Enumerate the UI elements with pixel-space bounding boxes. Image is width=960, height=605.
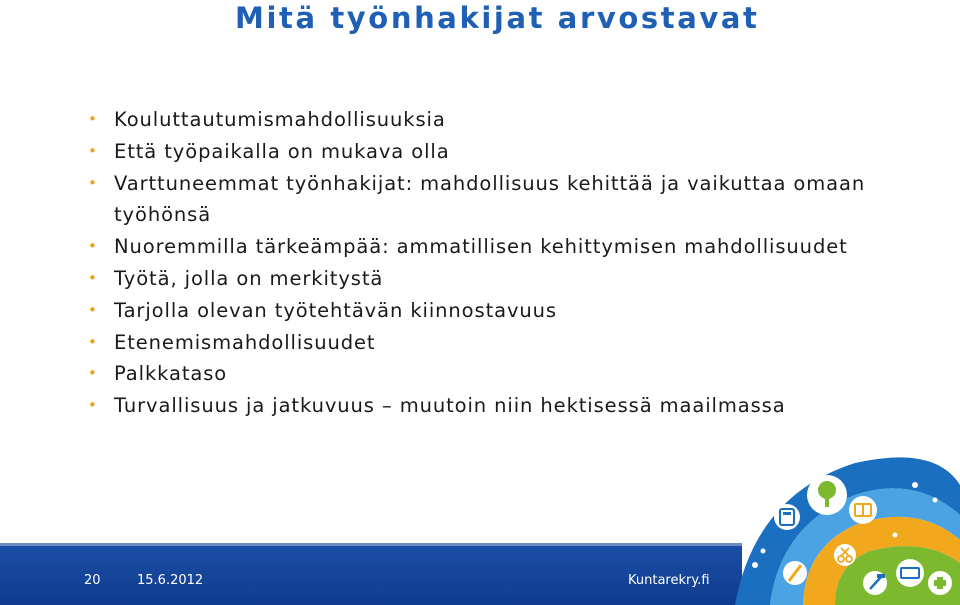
footer-site: Kuntarekry.fi bbox=[628, 573, 710, 588]
list-item bbox=[88, 136, 868, 168]
bullet-icon: • bbox=[88, 173, 98, 192]
list-item-text: Etenemismahdollisuudet bbox=[114, 330, 376, 354]
bullet-icon: • bbox=[88, 332, 98, 351]
list-item bbox=[88, 104, 868, 136]
list-item-text: Palkkataso bbox=[114, 362, 228, 386]
bullet-icon: • bbox=[88, 364, 98, 383]
bullet-icon: • bbox=[88, 141, 98, 160]
list-item-text: Kouluttautumismahdollisuuksia bbox=[114, 108, 446, 131]
footer-date: 15.6.2012 bbox=[137, 573, 204, 588]
logo-badge bbox=[774, 504, 800, 530]
list-item-text: Nuoremmilla tärkeämpää: ammatillisen kehittymisen mahdollisuudet bbox=[114, 235, 848, 259]
list-item-text: Turvallisuus ja jatkuvuus – muutoin niin hektisessä maailmassa bbox=[114, 394, 786, 418]
bullet-icon: • bbox=[88, 110, 98, 128]
footer-bevel bbox=[0, 543, 742, 546]
page-number: 20 bbox=[84, 573, 101, 588]
bullet-icon: • bbox=[88, 300, 98, 319]
list-item bbox=[88, 295, 868, 327]
list-item bbox=[88, 168, 868, 232]
list-item bbox=[88, 231, 868, 263]
list-item bbox=[88, 358, 868, 390]
list-item-text: Varttuneemmat työnhakijat: mahdollisuus kehittää ja vaikuttaa omaan työhönsä bbox=[114, 171, 866, 227]
list-item bbox=[88, 327, 868, 359]
list-item-text: Työtä, jolla on merkitystä bbox=[114, 266, 384, 290]
slide-title: Mitä työnhakijat arvostavat bbox=[235, 1, 760, 35]
bullet-icon: • bbox=[88, 268, 98, 287]
list-item bbox=[88, 390, 868, 422]
bullet-icon: • bbox=[88, 396, 98, 415]
logo-badge bbox=[834, 544, 856, 566]
list-item-text: Että työpaikalla on mukava olla bbox=[114, 139, 450, 163]
kuntarekry-logo bbox=[735, 455, 960, 605]
list-item bbox=[88, 263, 868, 295]
bullet-list bbox=[88, 104, 868, 422]
list-item-text: Tarjolla olevan työtehtävän kiinnostavuus bbox=[114, 298, 557, 322]
bullet-icon: • bbox=[88, 237, 98, 256]
